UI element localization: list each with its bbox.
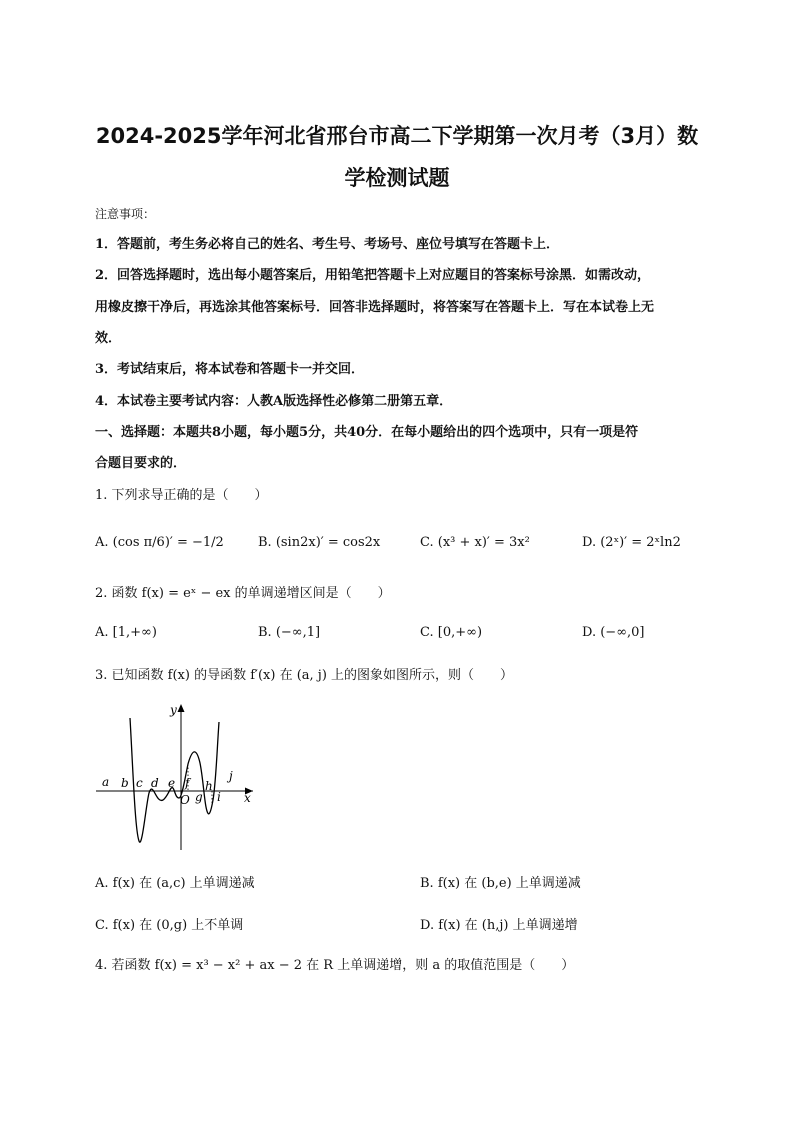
exam-title-line2: 学检测试题	[344, 166, 450, 190]
label-j: j	[229, 769, 233, 783]
question-1-option-d: D. (2ˣ)′ = 2ˣln2	[582, 535, 681, 550]
section-1-heading: 一、选择题：本题共8小题，每小题5分，共40分．在每小题给出的四个选项中，只有一项是符	[95, 425, 639, 440]
question-2-stem: 2. 函数 f(x) = eˣ − ex 的单调递增区间是（ ）	[95, 586, 391, 601]
label-b: b	[121, 776, 129, 790]
label-e: e	[168, 776, 176, 790]
question-1-stem: 1. 下列求导正确的是（ ）	[95, 488, 268, 503]
question-2-option-b: B. (−∞,1]	[258, 625, 321, 640]
label-h: h	[205, 779, 213, 793]
question-2-option-c: C. [0,+∞)	[420, 625, 483, 640]
label-y: y	[170, 703, 177, 717]
question-1-option-b: B. (sin2x)′ = cos2x	[258, 535, 381, 550]
section-1-heading-cont: 合题目要求的．	[95, 456, 187, 471]
question-3-option-c: C. f(x) 在 (0,g) 上不单调	[95, 918, 244, 933]
label-o: O	[180, 793, 190, 807]
question-2-option-d: D. (−∞,0]	[582, 625, 645, 640]
question-3-option-a: A. f(x) 在 (a,c) 上单调递减	[95, 876, 255, 891]
label-x: x	[244, 791, 251, 805]
label-a: a	[102, 775, 110, 789]
notice-item-2-end: 效．	[95, 331, 122, 346]
question-3-stem: 3. 已知函数 f(x) 的导函数 f′(x) 在 (a, j) 上的图象如图所示，则（ ）	[95, 668, 514, 683]
question-4-stem: 4. 若函数 f(x) = x³ − x² + ax − 2 在 R 上单调递增，则 a 的取值范围是（ ）	[95, 958, 575, 973]
label-c: c	[136, 776, 143, 790]
notice-heading: 注意事项：	[95, 207, 156, 221]
label-g: g	[195, 790, 203, 804]
label-d: d	[151, 776, 159, 790]
notice-item-2: 2．回答选择题时，选出每小题答案后，用铅笔把答题卡上对应题目的答案标号涂黑．如需改动，	[95, 268, 651, 283]
notice-item-3: 3．考试结束后，将本试卷和答题卡一并交回．	[95, 362, 365, 377]
derivative-graph	[90, 700, 270, 860]
notice-item-1: 1．答题前，考生务必将自己的姓名、考生号、考场号、座位号填写在答题卡上．	[95, 237, 560, 252]
label-f: f	[185, 776, 190, 790]
label-i: i	[217, 790, 221, 804]
question-3-option-b: B. f(x) 在 (b,e) 上单调递减	[420, 876, 581, 891]
notice-item-2-cont: 用橡皮擦干净后，再选涂其他答案标号．回答非选择题时，将答案写在答题卡上．写在本试卷上无	[95, 300, 655, 315]
y-axis-arrow	[178, 704, 185, 712]
question-3-option-d: D. f(x) 在 (h,j) 上单调递增	[420, 918, 578, 933]
question-1-option-a: A. (cos π/6)′ = −1/2	[95, 535, 224, 550]
exam-title-line1: 2024-2025学年河北省邢台市高二下学期第一次月考（3月）数	[95, 124, 699, 148]
question-2-option-a: A. [1,+∞)	[95, 625, 157, 640]
question-1-option-c: C. (x³ + x)′ = 3x²	[420, 535, 530, 550]
notice-item-4: 4．本试卷主要考试内容：人教A版选择性必修第二册第五章．	[95, 394, 453, 409]
